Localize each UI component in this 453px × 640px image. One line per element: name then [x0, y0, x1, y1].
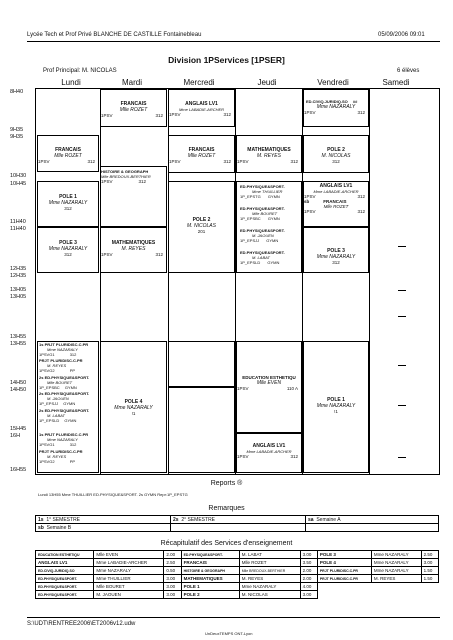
course-vendredi-anglais-francais[interactable]: ANGLAIS LV1 Mme LABADIE-ARCHER 1PSV 312 sb FRANCAIS Mlle ROZET 1PSV 312 [303, 181, 369, 227]
course-lundi-pole3[interactable]: POLE 3 Mme NAZARALY 312 [37, 227, 99, 273]
recap-title: Récapitulatif des Services d'enseignement [160, 540, 293, 547]
course-lundi-pm[interactable]: 1s PRJT PLURIDISC.C.PR Mme NAZARALY 1PSVG1 312 PRJT PLURIDISC.C.PR M. REYES 1PSVG2 PP 2s ED.PHYSIQUE&SPORT. Mlle BOURET 1P_EPSBC GYMN 2s ED.PHYSIQUE&SPORT. M. JAOUEN 1P_EPSJJ GYMN 2s ED.PHYSIQUE&SPORT. M. LABAT 1P_EPSLD GYMN 1s PRJT PLURIDISC.C.PR Mme NAZARALY 1PSVG1 312 PRJT PLURIDISC.C.PR M. REYES 1PSVG2 PP [37, 341, 99, 473]
time-label: 15H45 [10, 426, 27, 432]
table-row: ED.CIVIQ.JURIDIQ.SO Mme NAZARALY 0.50 HISTOIRE & GEOGRAPH Mlle BREDOUX-BERTHIER 2.00 PRJT PLURIDISC.C.PR Mme NAZARALY 1.50 [36, 567, 439, 575]
time-label: 12H35 [10, 273, 27, 279]
course-jeudi-education-esthetique[interactable]: EDUCATION ESTHETIQU Mlle EVEN 1PSV 110 A [236, 341, 302, 433]
day-jeudi: Jeudi [257, 78, 277, 87]
day-mardi: Mardi [121, 78, 142, 87]
course-mercredi-anglais[interactable]: ANGLAIS LV1 Mme LABADIE-ARCHER 1PSV 312 [168, 89, 235, 127]
course-mardi-francais[interactable]: FRANCAIS Mlle ROZET 1PSV 312 [100, 89, 167, 127]
time-label: 10H30 [10, 173, 27, 179]
recap-table [35, 550, 439, 599]
course-jeudi-eps[interactable]: ED.PHYSIQUE&SPORT. Mme THUILLIER 1P_EPSTG GYMN ED.PHYSIQUE&SPORT. Mlle BOURET 1P_EPSBC GYMN ED.PHYSIQUE&SPORT. M. JAOUEN 1P_EPSJJ GYMN ED.PHYSIQUE&SPORT. M. LABAT 1P_EPSLD GYMN [236, 181, 302, 273]
reports-title: Reports ® [210, 480, 243, 487]
time-label: 13H55 [10, 334, 27, 340]
course-jeudi-anglais[interactable]: ANGLAIS LV1 Mme LABADIE-ARCHER 1PSV 312 [236, 433, 302, 473]
time-label: 11H40 [10, 226, 26, 232]
table-row: EDUCATION ESTHETIQU Mlle EVEN 2.00 ED.PHYSIQUE&SPORT. M. LABAT 3.00 POLE 3 Mme NAZARALY 2.50 [36, 551, 439, 559]
time-label: 10H45 [10, 181, 27, 187]
time-label: 13H05 [10, 287, 27, 293]
principal-prof: Prof Principal: M. NICOLAS [43, 68, 117, 74]
course-jeudi-math[interactable]: MATHEMATIQUES M. REYES 1PSV 312 [236, 135, 302, 173]
time-label: 16H [10, 433, 21, 439]
time-label: 14H50 [10, 387, 27, 393]
time-label: 13H05 [10, 294, 27, 300]
school-name: Lycée Tech et Prof Privé BLANCHE DE CASTILLE Fontainebleau [27, 32, 202, 38]
time-label: 9H35 [10, 134, 24, 140]
time-label: 13H55 [10, 341, 27, 347]
day-samedi: Samedi [382, 78, 410, 87]
time-label: 14H50 [10, 380, 27, 386]
course-mercredi-pole2[interactable]: POLE 2 M. NICOLAS 201 [168, 181, 235, 273]
day-mercredi: Mercredi [183, 78, 215, 87]
course-mercredi-empty [168, 341, 235, 387]
course-lundi-francais[interactable]: FRANCAIS Mlle ROZET 1PSV 312 [37, 135, 99, 172]
table-row: ED.PHYSIQUE&SPORT. M. JAOUEN 3.00 POLE 2 M. NICOLAS 3.00 [36, 591, 439, 599]
table-row: ED.PHYSIQUE&SPORT. Mme THUILLIER 3.00 MATHEMATIQUES M. REYES 2.00 PRJT PLURIDISC.C.PR M. REYES 1.50 [36, 575, 439, 583]
course-mardi-math[interactable]: MATHEMATIQUES M. REYES 1PSV 312 [100, 227, 167, 273]
course-mercredi-francais[interactable]: FRANCAIS Mlle ROZET 1PSV 312 [168, 135, 235, 173]
table-row: ANGLAIS LV1 Mme LABADIE-ARCHER 2.50 FRANCAIS Mlle ROZET 3.50 POLE 4 Mme NAZARALY 3.00 [36, 559, 439, 567]
course-vendredi-ed-civique[interactable]: ED.CIVIQ.JURIDIQ.SO ## Mme NAZARALY 1PSV 312 [303, 89, 369, 127]
division-title: Division 1PServices [1PSER] [168, 55, 285, 65]
course-vendredi-pole2[interactable]: POLE 2 M. NICOLAS 312 [303, 135, 369, 173]
table-row: ED.PHYSIQUE&SPORT. Mlle BOURET 3.00 POLE 1 Mme NAZARALY 4.00 [36, 583, 439, 591]
remarques-title: Remarques [208, 505, 245, 512]
time-label: 16H55 [10, 467, 27, 473]
course-mardi-histoire[interactable]: HISTOIRE & GEOGRAPH Mlle BREDOUX-BERTHIER 1PSV 312 [100, 166, 167, 227]
time-label: 8H40 [10, 89, 24, 95]
file-path: S:\UDT\RENTREE2006\ET2006v12.udw [27, 621, 136, 627]
course-vendredi-pole3[interactable]: POLE 3 Mme NAZARALY 312 [303, 227, 369, 273]
remarques-table: 1s 1° SEMESTRE 2s 2° SEMESTRE sa Semaine A sb Semaine B [35, 515, 439, 532]
reports-line: Lundi 13H55 Mme THUILLIER ED.PHYSIQUE&SPORT. 2s GYMN Repr:1P_EPSTG [38, 492, 188, 497]
course-vendredi-pole1[interactable]: POLE 1 Mme NAZARALY !1 [303, 341, 369, 473]
software-name: UnDeuxTEMPS ONT-Lyon [205, 631, 253, 636]
student-count: 6 élèves [397, 68, 420, 74]
course-mercredi-empty [168, 387, 235, 473]
time-label: 9H35 [10, 127, 24, 133]
course-mardi-pole4[interactable]: POLE 4 Mme NAZARALY !1 [100, 341, 167, 473]
time-label: 12H35 [10, 266, 27, 272]
print-datetime: 05/09/2006 09:01 [378, 32, 425, 38]
course-lundi-pole1[interactable]: POLE 1 Mme NAZARALY 312 [37, 181, 99, 227]
day-vendredi: Vendredi [317, 78, 349, 87]
day-lundi: Lundi [61, 78, 81, 87]
time-label: 11H40 [10, 219, 26, 225]
